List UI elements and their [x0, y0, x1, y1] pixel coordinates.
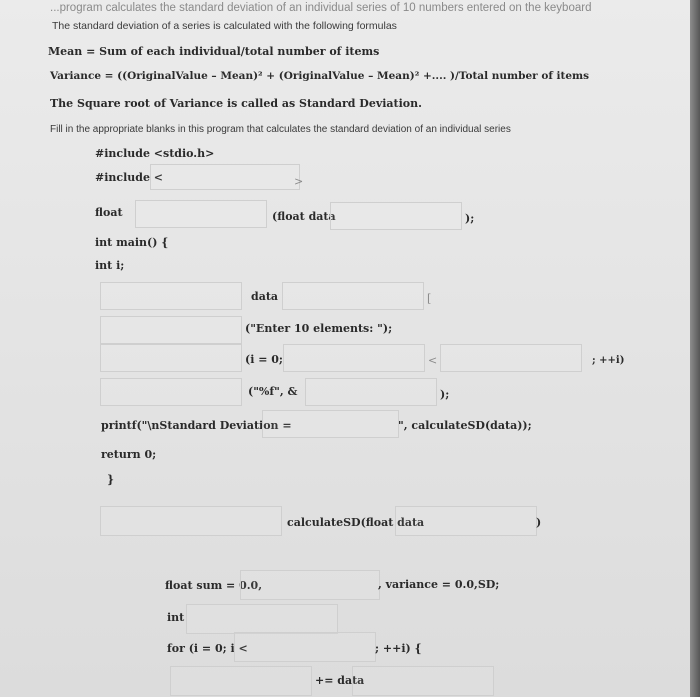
loop-increment: ; ++i): [592, 355, 625, 366]
loop-brace: ; ++i) {: [375, 642, 422, 655]
calculate-sd-call: ", calculateSD(data));: [398, 419, 532, 432]
include-blank-start: #include <: [95, 171, 164, 184]
blank-scanf-target[interactable]: [305, 378, 437, 406]
loop-init: (i = 0;: [245, 353, 283, 366]
blank-return-type[interactable]: [100, 506, 282, 536]
sum-declaration: float sum = 0.0,: [165, 579, 263, 592]
int-i-declaration: int i;: [95, 259, 125, 272]
photo-edge-shadow: [690, 0, 700, 697]
for-loop-sum: for (i = 0; i <: [167, 642, 248, 655]
sqrt-line: The Square root of Variance is called as Standard Deviation.: [50, 97, 422, 110]
scanf-format: ("%f", &: [248, 385, 298, 398]
blank-mean-var[interactable]: [240, 570, 380, 600]
blank-array-size[interactable]: [330, 202, 462, 230]
blank-loop-bound[interactable]: [234, 632, 376, 662]
blank-sum-target[interactable]: [170, 666, 312, 696]
blank-array-dim[interactable]: [282, 282, 424, 310]
definition-end: ): [536, 516, 542, 529]
blank-loop-index[interactable]: [186, 604, 338, 634]
data-label: data: [251, 290, 279, 303]
blank-array-type[interactable]: [100, 282, 242, 310]
float-keyword: float: [95, 206, 123, 219]
sum-accumulate: += data: [315, 674, 365, 687]
blank-loop-var[interactable]: [283, 344, 425, 372]
enter-prompt: ("Enter 10 elements: ");: [245, 322, 393, 335]
blank-header-name[interactable]: [150, 164, 300, 190]
return-statement: return 0;: [101, 448, 157, 461]
blank-param-size[interactable]: [395, 506, 537, 536]
blank-format-specifier[interactable]: [262, 410, 399, 438]
blank-printf-fn[interactable]: [100, 316, 242, 344]
lt-sign: <: [428, 354, 438, 367]
instruction-line: Fill in the appropriate blanks in this program that calculates the standard deviation of an individual series: [50, 124, 511, 135]
main-declaration: int main() {: [95, 236, 169, 249]
prototype-params: (float data: [272, 210, 336, 223]
intro-description: The standard deviation of a series is calculated with the following formulas: [52, 20, 397, 32]
int-keyword: int: [167, 611, 185, 624]
blank-function-name[interactable]: [135, 200, 267, 228]
data-bracket: [: [427, 292, 432, 305]
printf-standard-deviation: printf("\nStandard Deviation =: [101, 419, 292, 432]
include-stdio: #include <stdio.h>: [95, 147, 215, 160]
main-close-brace: }: [107, 473, 115, 486]
blank-loop-keyword[interactable]: [100, 344, 242, 372]
include-blank-end: >: [294, 175, 304, 188]
variance-declaration: , variance = 0.0,SD;: [378, 578, 500, 591]
blank-loop-limit[interactable]: [440, 344, 582, 372]
blank-sum-index[interactable]: [352, 666, 494, 696]
blank-scanf-fn[interactable]: [100, 378, 242, 406]
prototype-end: );: [465, 212, 475, 225]
intro-top-line: ...program calculates the standard deviation of an individual series of 10 numbers entered on the keyboard: [50, 2, 592, 14]
scanf-end: );: [440, 388, 450, 401]
variance-formula: Variance = ((OriginalValue – Mean)² + (OriginalValue – Mean)² +.... )/Total number of items: [50, 70, 590, 82]
calculate-sd-definition: calculateSD(float data: [287, 516, 425, 529]
mean-formula: Mean = Sum of each individual/total number of items: [48, 45, 380, 58]
